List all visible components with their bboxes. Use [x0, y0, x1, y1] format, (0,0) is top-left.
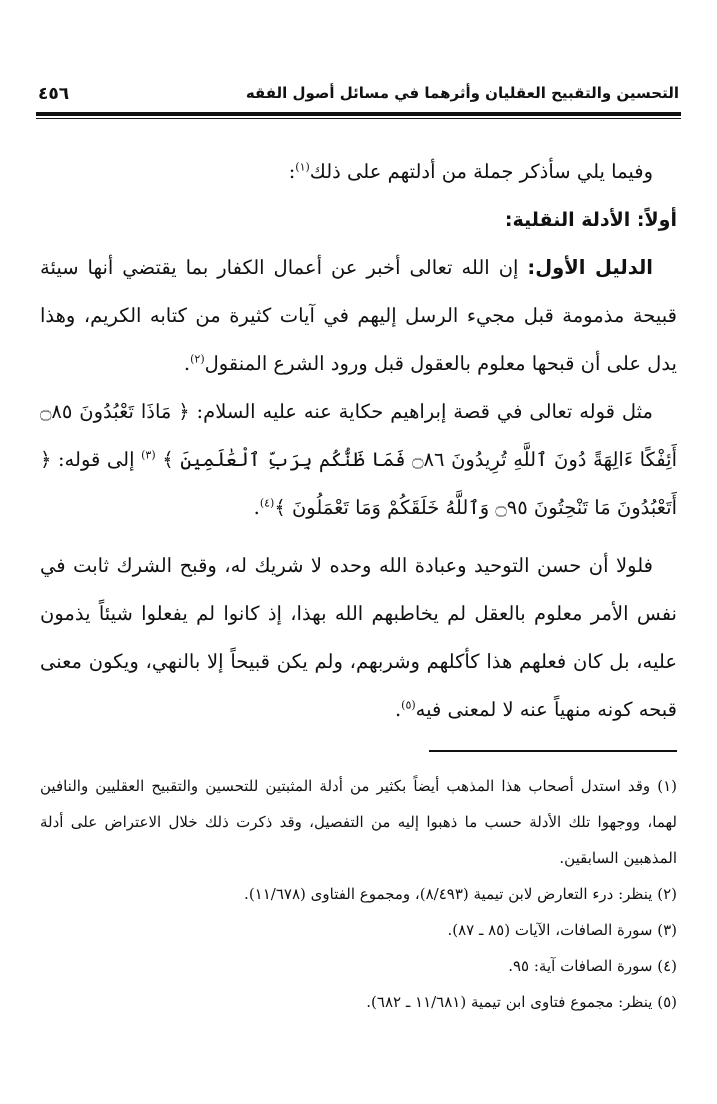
footnote-5: (٥) ينظر: مجموع فتاوى ابن تيمية (١١/٦٨١ ـ ٦٨٢). [366, 993, 677, 1011]
header-rule-thin [36, 118, 681, 119]
page-number: ٤٥٦ [38, 84, 70, 104]
footnote-4: (٤) سورة الصافات آية: ٩٥. [508, 957, 677, 975]
quran-example-paragraph: مثل قوله تعالى في قصة إبراهيم حكاية عنه عليه السلام: ﴿ مَاذَا تَعْبُدُونَ ۝٨٥ أَئِفْكًا ءَالِهَةً دُونَ ٱللَّهِ تُرِيدُونَ ۝٨٦ فَمَا ظَنُّكُم بِرَبِّ ٱلْعَٰلَمِينَ ﴾ $^{(٣)}$ إلى قوله: ﴿ أَتَعْبُدُونَ مَا تَنْحِتُونَ ۝٩٥ وَٱللَّهُ خَلَقَكُمْ وَمَا تَعْمَلُونَ ﴾$^{(٤)}$. [40, 400, 678, 519]
footnote-ref-1[interactable]: (١) [295, 160, 310, 174]
footnote-ref-4[interactable]: (٤) [259, 496, 275, 510]
footnote-ref-2[interactable]: (٢) [190, 352, 205, 366]
evidence-lead: الدليل الأول: [527, 256, 653, 279]
footnote-separator [429, 750, 677, 752]
main-text [40, 148, 677, 734]
footnotes [40, 768, 677, 1020]
running-header [38, 84, 679, 110]
footnote-1: (١) وقد استدل أصحاب هذا المذهب أيضاً بكثير من أدلة المثبتين للتحسين والتقبيح العقليين والنافين لهما، ووجهوا تلك الأدلة حسب ما ذهبوا إليه من التفصيل، وقد ذكرت ذلك خلال الاعتراض على أدلة المذهبين السابقين. [40, 777, 677, 867]
footnote-2: (٢) ينظر: درء التعارض لابن تيمية (٨/٤٩٣)، ومجموع الفتاوى (١١/٦٧٨). [244, 885, 677, 903]
footnote-ref-3[interactable]: (٣) [141, 448, 156, 462]
footnote-ref-5[interactable]: (٥) [401, 698, 416, 712]
book-title: التحسين والتقبيح العقليان وأثرهما في مسائل أصول الفقه [245, 84, 679, 102]
conclusion-paragraph: فلولا أن حسن التوحيد وعبادة الله وحده لا شريك له، وقبح الشرك ثابت في نفس الأمر معلوم بالعقل لم يخاطبهم الله بهذا، إذ كانوا لم يفعلوا شيئاً يذمون عليه، بل كان فعلهم هذا كأكلهم وشربهم، ولم يكن قبيحاً إلا بالنهي، ويكون معنى قبحه كونه منهياً عنه لا لمعنى فيه$^{(٥)}$. [40, 554, 677, 721]
section-heading: أولاً: الأدلة النقلية: [504, 209, 677, 231]
intro-paragraph: وفيما يلي سأذكر جملة من أدلتهم على ذلك$^{(١)}$: [288, 160, 653, 183]
header-rule-thick [36, 112, 681, 116]
footnote-3: (٣) سورة الصافات، الآيات (٨٥ ـ ٨٧). [447, 921, 677, 939]
first-evidence-paragraph: الدليل الأول: إن الله تعالى أخبر عن أعمال الكفار بما يقتضي أنها سيئة قبيحة مذمومة قبل مجيء الرسل إليهم في آيات كثيرة من كتابه الكريم، وهذا يدل على أن قبحها معلوم بالعقول قبل ورود الشرع المنقول$^{(٢)}$. [40, 256, 677, 375]
